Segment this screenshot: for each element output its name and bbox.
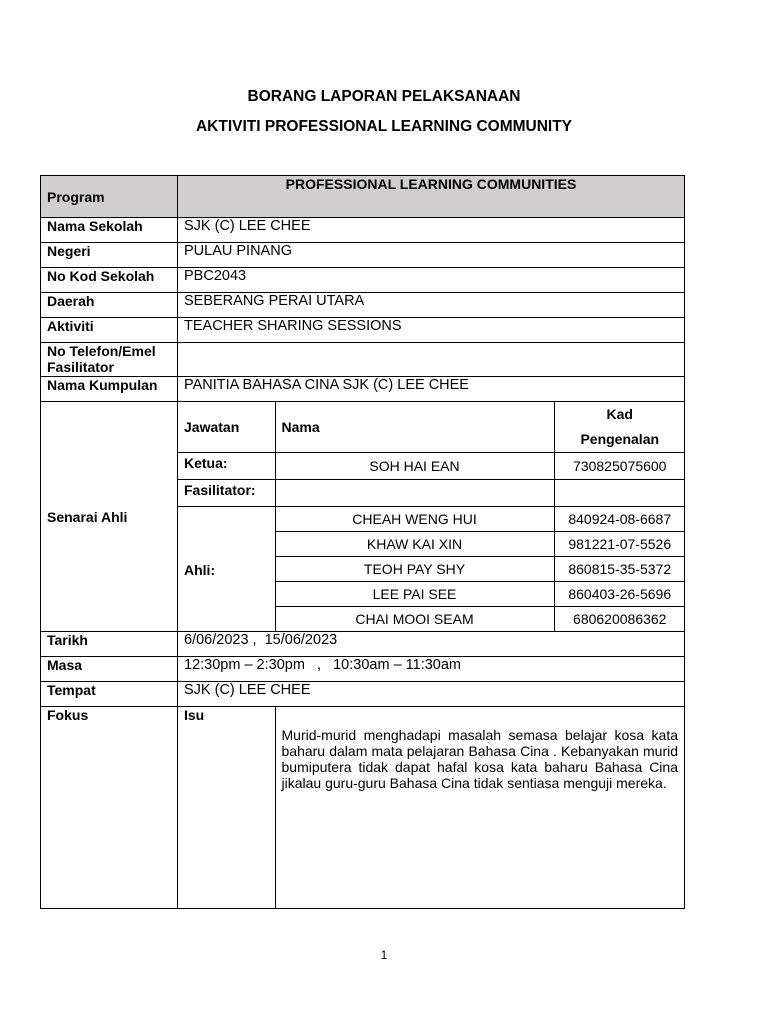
daerah-value: SEBERANG PERAI UTARA [178, 293, 685, 318]
aktiviti-label: Aktiviti [41, 318, 178, 343]
fokus-row [41, 707, 685, 909]
members-header [178, 402, 685, 453]
negeri-value: PULAU PINANG [178, 243, 685, 268]
daerah-label: Daerah [41, 293, 178, 318]
isu-table [178, 707, 684, 908]
ketua-row [178, 453, 685, 480]
ahli-ic: 860403-26-5696 [554, 582, 685, 607]
nama-sekolah-value: SJK (C) LEE CHEE [178, 218, 685, 243]
ahli-ic: 860815-35-5372 [554, 557, 685, 582]
ahli-name: CHAI MOOI SEAM [275, 607, 554, 632]
masa-label: Masa [41, 657, 178, 682]
negeri-row [41, 243, 685, 268]
program-row [41, 176, 685, 218]
col-jawatan: Jawatan [178, 402, 275, 453]
telefon-value [178, 343, 685, 377]
form-subtitle: AKTIVITI PROFESSIONAL LEARNING COMMUNITY [195, 118, 573, 135]
no-kod-label: No Kod Sekolah [41, 268, 178, 293]
ketua-name: SOH HAI EAN [275, 453, 554, 480]
col-kad-line1: Kad [606, 406, 633, 422]
kumpulan-row [41, 377, 685, 402]
ahli-row [178, 507, 685, 532]
col-kad-pengenalan [554, 402, 685, 453]
report-form-table [40, 175, 685, 909]
col-nama: Nama [275, 402, 554, 453]
fasilitator-role: Fasilitator: [178, 480, 275, 507]
no-kod-value: PBC2043 [178, 268, 685, 293]
page-number: 1 [380, 948, 388, 962]
members-table [178, 402, 685, 631]
ahli-ic: 840924-08-6687 [554, 507, 685, 532]
telefon-row [41, 343, 685, 377]
ahli-name: CHEAH WENG HUI [275, 507, 554, 532]
isu-label: Isu [178, 707, 275, 908]
kumpulan-label: Nama Kumpulan [41, 377, 178, 402]
col-kad-line2: Pengenalan [580, 431, 660, 447]
nama-sekolah-label: Nama Sekolah [41, 218, 178, 243]
senarai-ahli-section [41, 402, 685, 632]
tempat-value: SJK (C) LEE CHEE [178, 682, 685, 707]
program-value: PROFESSIONAL LEARNING COMMUNITIES [178, 176, 685, 218]
ketua-ic: 730825075600 [554, 453, 685, 480]
ketua-role: Ketua: [178, 453, 275, 480]
ahli-name: TEOH PAY SHY [275, 557, 554, 582]
tarikh-value: 6/06/2023 , 15/06/2023 [178, 632, 685, 657]
fasilitator-name [275, 480, 554, 507]
tempat-row [41, 682, 685, 707]
ahli-ic: 680620086362 [554, 607, 685, 632]
negeri-label: Negeri [41, 243, 178, 268]
tarikh-label: Tarikh [41, 632, 178, 657]
nama-sekolah-row [41, 218, 685, 243]
ahli-name: LEE PAI SEE [275, 582, 554, 607]
tarikh-row [41, 632, 685, 657]
fokus-label: Fokus [41, 707, 178, 909]
aktiviti-row [41, 318, 685, 343]
ahli-name: KHAW KAI XIN [275, 532, 554, 557]
masa-value: 12:30pm – 2:30pm , 10:30am – 11:30am [178, 657, 685, 682]
no-kod-row [41, 268, 685, 293]
tempat-label: Tempat [41, 682, 178, 707]
masa-row [41, 657, 685, 682]
daerah-row [41, 293, 685, 318]
isu-text: Murid-murid menghadapi masalah semasa belajar kosa kata baharu dalam mata pelajaran Bahasa Cina . Kebanyakan murid bumiputera tidak dapat hafal kosa kata baharu Bahasa Cina jikalau guru-guru Bahasa Cina tidak sentiasa menguji mereka. [281, 727, 678, 791]
ahli-role: Ahli: [178, 507, 275, 632]
ahli-ic: 981221-07-5526 [554, 532, 685, 557]
kumpulan-value: PANITIA BAHASA CINA SJK (C) LEE CHEE [178, 377, 685, 402]
senarai-ahli-label: Senarai Ahli [41, 402, 178, 632]
fasilitator-ic [554, 480, 685, 507]
telefon-label: No Telefon/Emel Fasilitator [41, 343, 178, 377]
form-title: BORANG LAPORAN PELAKSANAAN [247, 88, 521, 105]
fasilitator-row [178, 480, 685, 507]
program-label: Program [41, 176, 178, 218]
aktiviti-value: TEACHER SHARING SESSIONS [178, 318, 685, 343]
